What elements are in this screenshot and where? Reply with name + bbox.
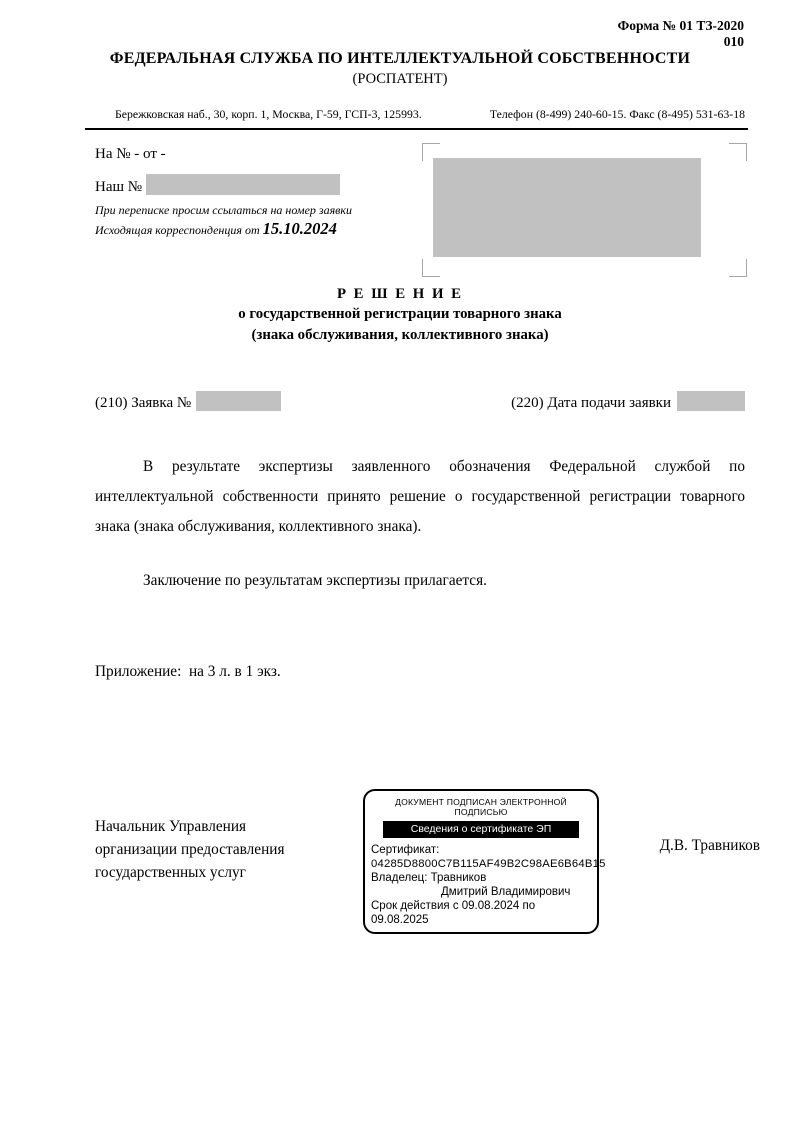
decision-title xyxy=(0,284,800,345)
attachment-note: Приложение: на 3 л. в 1 экз. xyxy=(95,663,281,680)
decision-title-line1: Р Е Ш Е Н И Е xyxy=(336,286,464,302)
decision-title-line3: (знака обслуживания, коллективного знака) xyxy=(251,326,549,343)
addressee-zone xyxy=(422,143,747,277)
signatory-name: Д.В. Травников xyxy=(659,837,760,854)
application-date-redaction xyxy=(677,391,745,411)
application-number-group xyxy=(95,391,281,412)
agency-phone-fax: Телефон (8-499) 240-60-15. Факс (8-495) 531-63-18 xyxy=(489,107,745,121)
digital-signature-stamp xyxy=(363,789,606,934)
our-number-label: Наш № xyxy=(95,179,143,195)
signatory-position xyxy=(95,815,285,884)
letterhead-contacts-row xyxy=(115,107,745,122)
outgoing-correspondence-row xyxy=(95,219,415,239)
letterhead-divider xyxy=(85,128,748,130)
incoming-reference-label: На № - от - xyxy=(95,146,166,162)
decision-paragraph: В результате экспертизы заявленного обозначения Федеральной службой по интеллектуальной собственности принято решение о государственной регистрации товарного знака (знака обслуживания, коллективного знака). xyxy=(95,458,745,535)
agency-short-name: (РОСПАТЕНТ) xyxy=(352,71,448,87)
letterhead xyxy=(0,50,800,88)
outgoing-correspondence-label: Исходящая корреспонденция от xyxy=(95,223,263,237)
certificate-number: 04285D8800C7B115AF49B2C98AE6B64B15 xyxy=(371,858,606,870)
our-number-row xyxy=(95,174,415,196)
reference-block xyxy=(95,146,415,239)
decision-title-line2: о государственной регистрации товарного знака xyxy=(238,306,562,323)
signatory-position-line3: государственных услуг xyxy=(95,864,246,881)
corner-mark-top-right xyxy=(729,143,747,161)
certificate-label: Сертификат: xyxy=(371,844,440,856)
application-number-redaction xyxy=(196,391,281,411)
corner-mark-bottom-left xyxy=(422,259,440,277)
form-number: Форма № 01 ТЗ-2020 xyxy=(617,18,744,33)
application-row xyxy=(95,391,745,412)
signatory-position-line1: Начальник Управления xyxy=(95,818,247,835)
addressee-redaction xyxy=(433,158,701,257)
signatory-position-line2: организации предоставления xyxy=(95,841,285,858)
stamp-header: ДОКУМЕНТ ПОДПИСАН ЭЛЕКТРОННОЙ ПОДПИСЬЮ xyxy=(395,797,567,817)
form-code: 010 xyxy=(723,33,744,49)
form-number-block xyxy=(618,18,744,49)
agency-name: ФЕДЕРАЛЬНАЯ СЛУЖБА ПО ИНТЕЛЛЕКТУАЛЬНОЙ СОБСТВЕННОСТИ xyxy=(109,50,691,67)
our-number-redaction xyxy=(146,174,340,195)
certificate-info-button: Сведения о сертификате ЭП xyxy=(383,821,579,838)
owner-given-names: Дмитрий Владимирович xyxy=(441,886,571,898)
owner-label: Владелец: xyxy=(371,872,428,884)
agency-address: Бережковская наб., 30, корп. 1, Москва, Г-59, ГСП-3, 125993. xyxy=(115,107,422,121)
correspondence-note: При переписке просим ссылаться на номер заявки xyxy=(95,203,352,217)
application-date-group xyxy=(511,391,745,412)
conclusion-paragraph: Заключение по результатам экспертизы прилагается. xyxy=(143,572,487,589)
certificate-validity: Срок действия с 09.08.2024 по 09.08.2025 xyxy=(371,900,536,926)
application-date-label: (220) Дата подачи заявки xyxy=(511,395,671,411)
owner-row xyxy=(371,871,591,885)
application-number-label: (210) Заявка № xyxy=(95,395,192,411)
corner-mark-bottom-right xyxy=(729,259,747,277)
outgoing-date: 15.10.2024 xyxy=(262,219,337,238)
owner-surname: Травников xyxy=(430,872,487,884)
